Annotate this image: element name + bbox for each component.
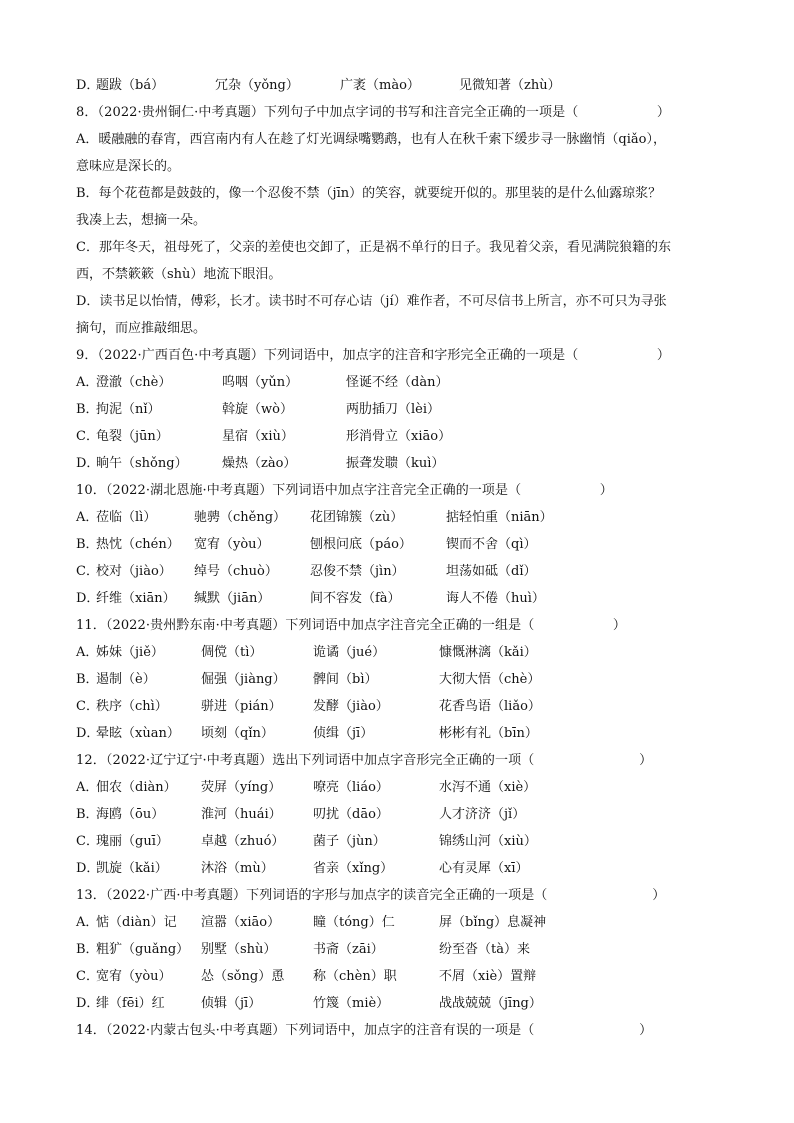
option-label: C．	[76, 429, 99, 444]
q8-option-c-line1: C．那年冬天，祖母死了，父亲的差使也交卸了，正是祸不单行的日子。我见着父亲，看见满院狼籍的东	[76, 240, 671, 255]
option-label: B．	[76, 537, 99, 552]
option-label: D．	[76, 78, 100, 93]
option-item: 佃农（diàn）	[96, 780, 177, 795]
option-item: 掂轻怕重（niān）	[446, 510, 553, 525]
q10-option-c	[76, 562, 537, 582]
option-item: 彬彬有礼（bīn）	[439, 726, 538, 741]
option-label: D．	[76, 861, 100, 876]
q10-option-b	[76, 535, 537, 555]
option-item: 大彻大悟（chè）	[439, 672, 541, 687]
option-label: A．	[76, 780, 99, 795]
option-item: 宽宥（yòu）	[194, 537, 270, 552]
option-item: 呜咽（yǔn）	[222, 375, 299, 390]
q9-option-b	[76, 400, 441, 420]
q8-option-a-line1: A．暖融融的春宵，西宫南内有人在趁了灯光调绿嘴鹦鹉，也有人在秋千索下缓步寻一脉幽悄（qiǎo），	[76, 132, 666, 147]
option-item: 战战兢兢（jīng）	[439, 996, 542, 1011]
question-13-stem: 13．（2022·广西·中考真题）下列词语的字形与加点字的读音完全正确的一项是（ ）	[76, 888, 666, 903]
option-item: 龟裂（jūn）	[96, 429, 169, 444]
option-item: 晕眩（xùan）	[96, 726, 180, 741]
option-item: 人才济济（jǐ）	[439, 807, 526, 822]
option-item: 惦（diàn）记	[96, 915, 177, 930]
option-item: 两肋插刀（lèi）	[346, 402, 441, 417]
option-item: 澄澈（chè）	[96, 375, 172, 390]
option-item: 称（chèn）职	[313, 969, 397, 984]
option-item: 驰骋（chěng）	[194, 510, 287, 525]
q8-option-c-line2: 西，不禁簌簌（shù）地流下眼泪。	[76, 267, 282, 282]
option-label: A．	[76, 510, 99, 525]
option-item: 倜傥（tì）	[201, 645, 263, 660]
q10-option-a	[76, 508, 553, 528]
question-10-stem: 10．（2022·湖北恩施·中考真题）下列词语中加点字注音完全正确的一项是（ ）	[76, 483, 613, 498]
q8-option-b-line1: B．每个花苞都是鼓鼓的，像一个忍俊不禁（jīn）的笑容，就要绽开似的。那里装的是什么仙露琼浆？	[76, 186, 662, 201]
option-item: 晌午（shǒng）	[96, 456, 188, 471]
option-item: 粗犷（guǎng）	[96, 942, 190, 957]
q12-option-a	[76, 778, 537, 798]
option-item: 书斋（zāi）	[313, 942, 384, 957]
option-item: 发酵（jiào）	[313, 699, 389, 714]
option-item: 凯旋（kǎi）	[96, 861, 168, 876]
option-item: 遏制（è）	[96, 672, 156, 687]
option-item: 秩序（chì）	[96, 699, 168, 714]
q12-option-b	[76, 805, 526, 825]
q13-option-a	[76, 913, 547, 933]
option-item: 莅临（lì）	[96, 510, 157, 525]
option-item: 菌子（jùn）	[313, 834, 386, 849]
option-item: 纤维（xiān）	[96, 591, 176, 606]
option-label: A．	[76, 915, 99, 930]
option-item: 瑰丽（guī）	[96, 834, 169, 849]
option-label: C．	[76, 699, 99, 714]
option-item: 海鸥（ōu）	[96, 807, 165, 822]
option-item: 慷慨淋漓（kǎi）	[439, 645, 537, 660]
option-label: A．	[76, 375, 99, 390]
option-item: 诡谲（jué）	[313, 645, 386, 660]
option-label: C．	[76, 564, 99, 579]
q11-option-d	[76, 724, 538, 744]
option-label: B．	[76, 942, 99, 957]
option-item: 振聋发聩（kuì）	[346, 456, 445, 471]
option-label: B．	[76, 402, 99, 417]
q8-option-d-line1: D．读书足以怡情，傅彩，长才。读书时不可存心诘（jí）难作者，不可尽信书上所言，亦不可只为寻张	[76, 294, 667, 309]
q9-option-a	[76, 373, 449, 393]
option-item: 叨扰（dāo）	[313, 807, 389, 822]
option-item: 姊妹（jiě）	[96, 645, 164, 660]
option-item: 忍俊不禁（jìn）	[310, 564, 405, 579]
option-label: D．	[76, 591, 100, 606]
option-item: 斡旋（wò）	[222, 402, 293, 417]
option-item: 花团锦簇（zù）	[310, 510, 404, 525]
option-item: 拘泥（nǐ）	[96, 402, 161, 417]
question-12-stem: 12．（2022·辽宁辽宁·中考真题）选出下列词语中加点字音形完全正确的一项（ ）	[76, 753, 653, 768]
question-11-stem: 11．（2022·贵州黔东南·中考真题）下列词语中加点字注音完全正确的一组是（ ）	[76, 618, 626, 633]
option-item: 坦荡如砥（dǐ）	[446, 564, 537, 579]
option-item: 心有灵犀（xī）	[439, 861, 529, 876]
option-item: 渲嚣（xiāo）	[201, 915, 281, 930]
option-item: 骈进（pián）	[201, 699, 282, 714]
option-label: D．	[76, 996, 100, 1011]
option-item: 瞳（tóng）仁	[313, 915, 395, 930]
q10-option-d	[76, 589, 545, 609]
option-item: 燥热（zào）	[222, 456, 297, 471]
question-9-stem: 9．（2022·广西百色·中考真题）下列词语中，加点字的注音和字形完全正确的一项是（ ）	[76, 348, 671, 363]
option-item: 竹篾（miè）	[313, 996, 390, 1011]
option-item: 不屑（xiè）置辩	[439, 969, 537, 984]
option-item: 间不容发（fà）	[310, 591, 401, 606]
option-item: 宽宥（yòu）	[96, 969, 172, 984]
option-item: 水泻不通（xiè）	[439, 780, 537, 795]
question-8-stem: 8．（2022·贵州铜仁·中考真题）下列句子中加点字词的书写和注音完全正确的一项是（ ）	[76, 105, 671, 120]
option-item: 别墅（shù）	[201, 942, 277, 957]
option-label: D．	[76, 726, 100, 741]
option-item: 花香鸟语（liǎo）	[439, 699, 541, 714]
option-item: 题跋（bá）	[96, 78, 165, 93]
q13-option-d	[76, 994, 542, 1014]
option-item: 嘹亮（liáo）	[313, 780, 389, 795]
option-label: B．	[76, 807, 99, 822]
option-item: 侦辑（jī）	[201, 996, 262, 1011]
q13-option-c	[76, 967, 537, 987]
option-label: C．	[76, 969, 99, 984]
q8-option-a-line2: 意味应是深长的。	[76, 159, 181, 174]
option-item: 锦绣山河（xiù）	[439, 834, 537, 849]
option-item: 省亲（xǐng）	[313, 861, 394, 876]
option-item: 热忱（chén）	[96, 537, 180, 552]
option-item: 绰号（chuò）	[194, 564, 278, 579]
option-item: 顷刻（qǐn）	[201, 726, 274, 741]
option-label: B．	[76, 672, 99, 687]
q12-option-d	[76, 859, 529, 879]
option-item: 绯（fēi）红	[96, 996, 165, 1011]
q11-option-c	[76, 697, 541, 717]
option-item: 屏（bǐng）息凝神	[439, 915, 547, 930]
option-item: 刨根问底（páo）	[310, 537, 412, 552]
option-item: 星宿（xiù）	[222, 429, 294, 444]
option-item: 髀间（bì）	[313, 672, 378, 687]
option-item: 见微知著（zhù）	[459, 78, 561, 93]
q13-option-b	[76, 940, 530, 960]
q8-option-b-line2: 我凑上去，想摘一朵。	[76, 213, 207, 228]
option-item: 侦缉（jī）	[313, 726, 374, 741]
q9-option-d	[76, 454, 445, 474]
option-item: 广袤（mào）	[340, 78, 420, 93]
option-item: 怪诞不经（dàn）	[346, 375, 449, 390]
option-item: 卓越（zhuó）	[201, 834, 285, 849]
q11-option-b	[76, 670, 541, 690]
q11-option-a	[76, 643, 537, 663]
option-item: 诲人不倦（huì）	[446, 591, 545, 606]
option-item: 倔强（jiàng）	[201, 672, 286, 687]
option-item: 校对（jiào）	[96, 564, 172, 579]
option-item: 锲而不舍（qì）	[446, 537, 537, 552]
option-item: 纷至沓（tà）来	[439, 942, 530, 957]
option-item: 形消骨立（xiāo）	[346, 429, 452, 444]
option-label: C．	[76, 834, 99, 849]
option-item: 荧屏（yíng）	[201, 780, 282, 795]
option-label: D．	[76, 456, 100, 471]
q9-option-c	[76, 427, 452, 447]
option-item: 沐浴（mù）	[201, 861, 274, 876]
option-item: 淮河（huái）	[201, 807, 282, 822]
question-14-stem: 14．（2022·内蒙古包头·中考真题）下列词语中，加点字的注音有误的一项是（ ）	[76, 1023, 653, 1038]
q7-option-d	[76, 76, 561, 96]
option-item: 冗杂（yǒng）	[215, 78, 299, 93]
option-item: 怂（sǒng）恿	[201, 969, 285, 984]
option-item: 缄默（jiān）	[194, 591, 271, 606]
q8-option-d-line2: 摘句，而应推敲细思。	[76, 321, 207, 336]
q12-option-c	[76, 832, 537, 852]
option-label: A．	[76, 645, 99, 660]
